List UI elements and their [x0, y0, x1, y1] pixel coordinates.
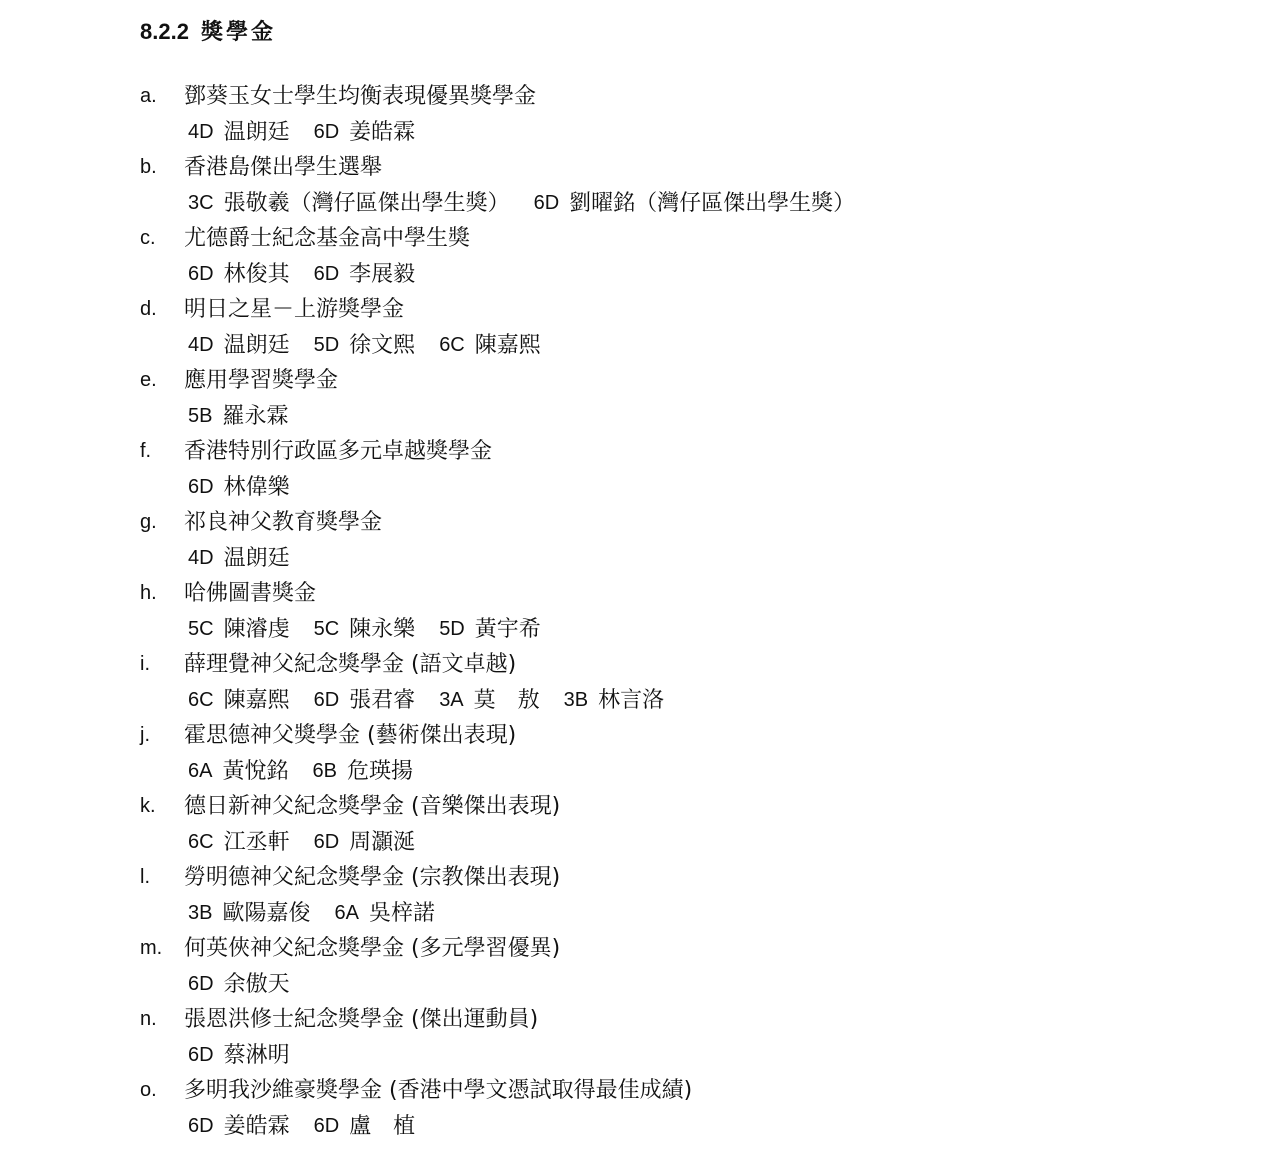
scholarship-item: [140, 1073, 1240, 1144]
recipient-class: 4D: [188, 120, 214, 143]
recipient-class: 4D: [188, 546, 214, 569]
recipient-list: [140, 683, 1240, 719]
recipient-name: 莫 敖: [473, 687, 540, 713]
recipient-name: 周灝涎: [349, 829, 416, 855]
recipient-list: [140, 967, 1240, 1003]
recipient: [439, 683, 539, 719]
section-number: 8.2.2: [140, 19, 189, 44]
scholarship-item: [140, 79, 1240, 150]
recipient-list: [140, 328, 1240, 364]
recipient-class: 3A: [439, 688, 464, 711]
recipient-name: 羅永霖: [222, 403, 289, 429]
scholarship-row: [140, 718, 1240, 754]
item-letter: c.: [140, 227, 156, 249]
scholarship-name: 應用學習獎學金: [184, 368, 339, 393]
recipient-name: 陳永樂: [349, 616, 416, 642]
scholarship-item: [140, 434, 1240, 505]
item-letter: a.: [140, 85, 157, 107]
recipient-class: 3C: [188, 191, 214, 214]
scholarship-name: 香港島傑出學生選舉: [184, 155, 383, 180]
recipient: [439, 328, 541, 364]
recipient: [188, 612, 290, 648]
scholarship-name: 明日之星－上游獎學金: [184, 297, 405, 322]
recipient-name: 蔡淋明: [223, 1042, 290, 1068]
recipient: [534, 186, 856, 222]
item-letter: b.: [140, 156, 157, 178]
item-letter: j.: [140, 724, 150, 746]
item-letter: e.: [140, 369, 157, 391]
recipient: [188, 896, 310, 932]
recipient: [188, 399, 288, 435]
recipient: [188, 683, 290, 719]
recipient-class: 6D: [313, 830, 340, 853]
scholarship-row: [140, 647, 1240, 683]
scholarship-name: 德日新神父紀念獎學金 (音樂傑出表現): [184, 794, 561, 819]
recipient: [188, 257, 290, 293]
recipient-list: [140, 754, 1240, 790]
recipient-class: 3B: [563, 688, 589, 711]
recipient-class: 6C: [439, 333, 465, 356]
recipient-list: [140, 612, 1240, 648]
recipient-class: 5D: [439, 617, 465, 640]
recipient: [188, 470, 290, 506]
recipient: [314, 825, 416, 861]
scholarship-row: [140, 505, 1240, 541]
recipient-list: [140, 1038, 1240, 1074]
scholarship-name: 鄧葵玉女士學生均衡表現優異獎學金: [184, 84, 537, 109]
recipient: [188, 541, 290, 577]
recipient: [188, 825, 290, 861]
scholarship-row: [140, 363, 1240, 399]
recipient-list: [140, 257, 1240, 293]
item-letter: f.: [140, 440, 152, 462]
recipient-name: 陳嘉熙: [223, 687, 290, 713]
recipient-list: [140, 541, 1240, 577]
scholarship-item: [140, 860, 1240, 931]
scholarship-row: [140, 434, 1240, 470]
scholarship-name: 多明我沙維豪獎學金 (香港中學文憑試取得最佳成績): [184, 1078, 693, 1103]
recipient-class: 6C: [188, 830, 214, 853]
scholarship-item: [140, 718, 1240, 789]
recipient: [314, 683, 416, 719]
recipient-name: 陳濬虔: [223, 616, 290, 642]
recipient-name: 李展毅: [349, 261, 416, 287]
recipient: [314, 115, 416, 151]
scholarship-row: [140, 789, 1240, 825]
recipient-list: [140, 115, 1240, 151]
recipient-class: 6D: [313, 262, 340, 285]
recipient-name: 姜皓霖: [223, 1113, 290, 1139]
recipient-name: 温朗廷: [223, 119, 290, 145]
recipient-name: 危瑛揚: [346, 758, 413, 784]
recipient-list: [140, 470, 1240, 506]
scholarship-item: [140, 363, 1240, 434]
recipient-class: 6D: [188, 475, 214, 498]
recipient-list: [140, 825, 1240, 861]
item-letter: g.: [140, 511, 157, 533]
scholarship-name: 張恩洪修士紀念獎學金 (傑出運動員): [184, 1007, 539, 1032]
section-title: 獎學金: [200, 20, 276, 45]
scholarship-name: 何英俠神父紀念獎學金 (多元學習優異): [184, 936, 561, 961]
recipient-class: 6D: [188, 972, 214, 995]
recipient-class: 6C: [188, 688, 214, 711]
scholarship-row: [140, 1002, 1240, 1038]
recipient-name: 吳梓諾: [368, 900, 435, 926]
scholarship-row: [140, 150, 1240, 186]
recipient: [188, 967, 290, 1003]
recipient-class: 6D: [188, 262, 214, 285]
scholarship-name: 香港特別行政區多元卓越獎學金: [184, 439, 493, 464]
recipient-class: 6D: [188, 1114, 214, 1137]
recipient-name: 張敬羲（灣仔區傑出學生獎）: [223, 190, 510, 216]
scholarship-item: [140, 1002, 1240, 1073]
recipient-name: 林言洛: [598, 687, 665, 713]
recipient-name: 林俊其: [223, 261, 290, 287]
recipient-class: 3B: [188, 901, 213, 924]
recipient-class: 6D: [313, 1114, 340, 1137]
scholarship-name: 薛理覺神父紀念獎學金 (語文卓越): [184, 652, 517, 677]
item-letter: k.: [140, 795, 156, 817]
scholarship-row: [140, 79, 1240, 115]
scholarship-row: [140, 292, 1240, 328]
recipient: [188, 754, 288, 790]
recipient-class: 6A: [188, 759, 213, 782]
scholarship-name: 勞明德神父紀念獎學金 (宗教傑出表現): [184, 865, 561, 890]
recipient-class: 6D: [313, 688, 340, 711]
scholarship-row: [140, 931, 1240, 967]
recipient-name: 盧 植: [349, 1113, 416, 1139]
recipient-list: [140, 896, 1240, 932]
recipient: [188, 1038, 290, 1074]
recipient-class: 6D: [313, 120, 340, 143]
recipient-class: 6B: [312, 759, 337, 782]
recipient-name: 黃宇希: [474, 616, 541, 642]
scholarship-name: 祁良神父教育獎學金: [184, 510, 383, 535]
recipient-name: 余傲天: [223, 971, 290, 997]
recipient-list: [140, 1109, 1240, 1145]
scholarship-item: [140, 647, 1240, 718]
scholarship-item: [140, 150, 1240, 221]
recipient-class: 5B: [188, 404, 213, 427]
scholarship-item: [140, 789, 1240, 860]
item-letter: l.: [140, 866, 150, 888]
item-letter: d.: [140, 298, 157, 320]
recipient-name: 歐陽嘉俊: [222, 900, 311, 926]
scholarship-item: [140, 221, 1240, 292]
recipient-name: 江丞軒: [223, 829, 290, 855]
recipient-name: 徐文熙: [349, 332, 416, 358]
recipient-list: [140, 186, 1240, 222]
recipient: [188, 1109, 290, 1145]
recipient-name: 黃悅銘: [222, 758, 289, 784]
recipient-class: 5D: [313, 333, 340, 356]
recipient: [564, 683, 664, 719]
recipient-class: 5C: [188, 617, 214, 640]
recipient-name: 姜皓霖: [349, 119, 416, 145]
recipient-class: 4D: [188, 333, 214, 356]
recipient-name: 温朗廷: [223, 332, 290, 358]
recipient: [314, 612, 416, 648]
scholarship-name: 尤德爵士紀念基金高中學生獎: [184, 226, 471, 251]
recipient-class: 6D: [188, 1043, 214, 1066]
recipient: [188, 115, 290, 151]
scholarship-item: [140, 576, 1240, 647]
scholarship-name: 哈佛圖書獎金: [184, 581, 317, 606]
recipient-class: 5C: [313, 617, 340, 640]
recipient: [334, 896, 434, 932]
item-letter: m.: [140, 937, 163, 959]
recipient-name: 林偉樂: [223, 474, 290, 500]
recipient: [314, 257, 416, 293]
recipient: [314, 1109, 416, 1145]
recipient: [439, 612, 541, 648]
recipient-class: 6A: [334, 901, 359, 924]
recipient: [188, 328, 290, 364]
item-letter: i.: [140, 653, 150, 675]
scholarship-row: [140, 221, 1240, 257]
recipient-list: [140, 399, 1240, 435]
recipient-class: 6D: [533, 191, 560, 214]
scholarship-item: [140, 505, 1240, 576]
item-letter: h.: [140, 582, 157, 604]
scholarship-row: [140, 576, 1240, 612]
scholarship-item: [140, 292, 1240, 363]
scholarship-name: 霍思德神父獎學金 (藝術傑出表現): [184, 723, 517, 748]
recipient: [312, 754, 412, 790]
recipient-name: 陳嘉熙: [474, 332, 541, 358]
recipient-name: 劉曜銘（灣仔區傑出學生獎）: [569, 190, 856, 216]
scholarship-list: [140, 79, 1240, 1144]
scholarship-row: [140, 1073, 1240, 1109]
section-heading: [140, 16, 276, 49]
recipient: [314, 328, 416, 364]
recipient: [188, 186, 510, 222]
item-letter: n.: [140, 1008, 157, 1030]
recipient-name: 温朗廷: [223, 545, 290, 571]
recipient-name: 張君睿: [349, 687, 416, 713]
scholarship-row: [140, 860, 1240, 896]
scholarship-item: [140, 931, 1240, 1002]
item-letter: o.: [140, 1079, 157, 1101]
